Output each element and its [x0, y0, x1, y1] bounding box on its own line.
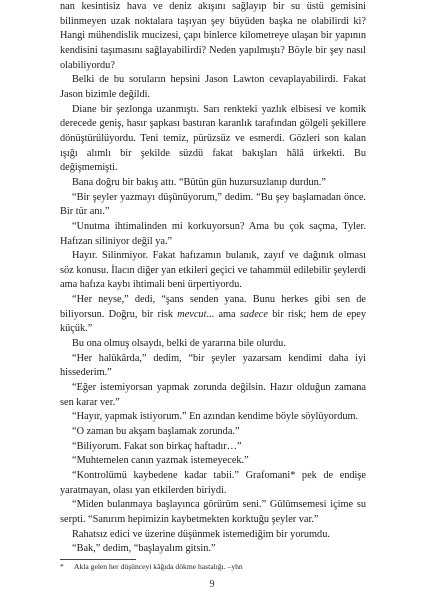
paragraph	[60, 528, 366, 543]
paragraph	[60, 293, 366, 337]
paragraph	[60, 337, 366, 352]
footnote-mark: *	[60, 562, 64, 571]
text-run: “Miden bulanmaya başlayınca görürüm seni.” Gülümsemesi içime su serpti. “Sanırım hepimizin kaybetmekten korktuğu şeyler var.”	[60, 499, 366, 525]
paragraph	[60, 103, 366, 176]
text-run: bir risk; hem de epey küçük.”	[60, 308, 367, 335]
text-run: Bana doğru bir bakış attı. “Bütün gün huzursuzlanıp durdun.”	[72, 176, 326, 188]
text-run: “Bak,” dedim, “başlayalım gitsin.”	[72, 543, 216, 555]
text-run: “Her neyse,” dedi, “şans senden yana. Bunu herkes gibi sen de biliyorsun. Doğru, bir risk	[60, 294, 366, 320]
footnote	[60, 562, 366, 572]
paragraph	[60, 352, 366, 381]
text-run: “O zaman bu akşam başlamak zorunda.”	[72, 426, 240, 438]
text-run: “Eğer istemiyorsan yapmak zorunda değilsin. Hazır olduğun zamana sen karar ver.”	[60, 382, 366, 408]
paragraph	[60, 73, 366, 102]
text-run: “Kontrolümü kaybedene kadar tabii.” Grafomani* pek de endişe yaratmayan, olası yan etkilerden biriydi.	[60, 470, 366, 496]
paragraph	[60, 454, 366, 469]
footnote-text: Akla gelen her düşünceyi kâğıda dökme hastalığı. –yhn	[74, 562, 243, 571]
text-run: Belki de bu soruların hepsini Jason Lawton cevaplayabilirdi. Fakat Jason bizimle değildi.	[60, 74, 366, 100]
paragraph	[60, 498, 366, 527]
paragraph	[60, 220, 366, 249]
page-number: 9	[209, 579, 215, 590]
text-run: “Muhtemelen canın yazmak istemeyecek.”	[72, 455, 249, 467]
text-run: Bu ona olmuş olsaydı, belki de yararına bile olurdu.	[72, 338, 286, 350]
text-run: “Hayır, yapmak istiyorum.” En azından kendime böyle söylüyordum.	[72, 411, 359, 423]
paragraph	[60, 191, 366, 220]
paragraph	[60, 249, 366, 293]
text-run: nan kesintisiz hava ve deniz akışını sağlayıp bir su üstü gemisini bilinmeyen uzak noktalara taşıyan şey büyüden başka ne olabilirdi ki? Hangi mühendislik mucizesi, çapı binlerce kilometreye ulaşan bir yapının kendisini taşımasını sağlayabilirdi? Neden yapılmıştı? Böyle bir şey nasıl olabiliyordu?	[60, 1, 366, 71]
paragraph	[60, 0, 366, 73]
paragraph	[60, 176, 366, 191]
paragraph	[60, 469, 366, 498]
body-text	[60, 0, 366, 557]
paragraph	[60, 425, 366, 440]
text-run: “Bir şeyler yazmayı düşünüyorum,” dedim. “Bu şey başlamadan önce. Bir tür anı.”	[60, 191, 366, 218]
text-run: ... ama	[206, 308, 240, 320]
paragraph	[60, 542, 366, 557]
text-run: Hayır. Silinmiyor. Fakat hafızamın bulanık, zayıf ve dağınık olması söz konusu. İlacın diğer yan etkileri geçici ve tahammül edilebilir şeylerdi ama hafıza kaybı ihtimali beni ürpertiyordu.	[60, 250, 366, 291]
emphasis-text: mevcut	[177, 308, 207, 320]
emphasis-text: sadece	[239, 308, 268, 320]
footnote-rule	[60, 559, 136, 560]
text-run: “Biliyorum. Fakat son birkaç haftadır…”	[72, 440, 242, 452]
paragraph	[60, 381, 366, 410]
paragraph	[60, 440, 366, 455]
text-run: “Unutma ihtimalinden mi korkuyorsun? Ama bu çok saçma, Tyler. Hafızan siliniyor değil ya.”	[60, 220, 366, 247]
text-run: Diane bir şezlonga uzanmıştı. Sarı renkteki yazlık elbisesi ve komik derecede geniş, hasır şapkası bastıran karanlık tarafından gölgeli şekillere dönüştürülüyordu. Teni temiz, pürüzsüz ve esmerdi. Gözleri son kalan ışığı alımlı bir şekilde süzdü fakat bakışları hâlâ ürkekti. Bu değişmemişti.	[60, 103, 366, 174]
text-run: “Her halükârda,” dedim, “bir şeyler yazarsam kendimi daha iyi hissederim.”	[60, 352, 366, 379]
paragraph	[60, 410, 366, 425]
text-run: Rahatsız edici ve üzerine düşünmek istemediğim bir yorumdu.	[72, 528, 330, 540]
